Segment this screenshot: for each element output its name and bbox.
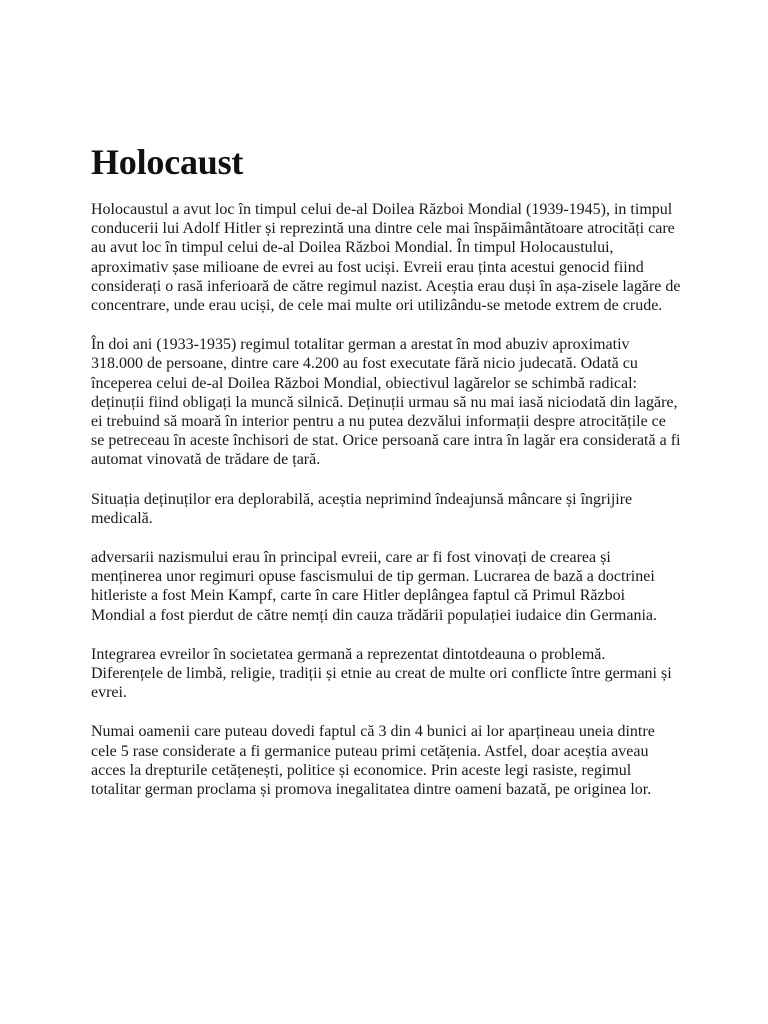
paragraph-intro: Holocaustul a avut loc în timpul celui de-al Doilea Război Mondial (1939-1945), in timpul conducerii lui Adolf Hitler și reprezintă una dintre cele mai înspăimântătoare atrocități care au avut loc în timpul celui de-al Doilea Război Mondial. În timpul Holocaustului, aproximativ șase milioane de evrei au fost uciși. Evreii erau ținta acestui genocid fiind considerați o rasă inferioară de către regimul nazist. Aceștia erau duși în așa-zisele lagăre de concentrare, unde erau uciși, de cele mai multe ori utilizându-se metode extrem de crude. bbox=[91, 201, 681, 315]
paragraph-adversaries: adversarii nazismului erau în principal evreii, care ar fi fost vinovați de crearea și menținerea unor regimuri opuse fascismului de tip german. Lucrarea de bază a doctrinei hitleriste a fost Mein Kampf, carte în care Hitler deplângea faptul că Primul Război Mondial a fost pierdut de către nemți din cauza trădării populației iudaice din Germania. bbox=[91, 549, 658, 624]
document-body bbox=[91, 138, 681, 819]
page-title: Holocaust bbox=[91, 142, 244, 182]
paragraph-integration: Integrarea evreilor în societatea germană a reprezentat dintotdeauna o problemă. Diferențele de limbă, religie, tradiții și etnie au creat de multe ori conflicte între germani și evrei. bbox=[91, 645, 672, 702]
paragraph-arrests: În doi ani (1933-1935) regimul totalitar german a arestat în mod abuziv aproximativ 318.000 de persoane, dintre care 4.200 au fost executate fără nicio judecată. Odată cu începerea celui de-al Doilea Război Mondial, obiectivul lagărelor se schimbă radical: deținuții fiind obligați la muncă silnică. Deținuții urmau să nu mai iasă niciodată din lagăre, ei trebuind să moară în interior pentru a nu putea dezvălui informații despre atrocitățile ce se petreceau în aceste închisori de stat. Orice persoană care intra în lagăr era considerată a fi automat vinovată de trădare de țară. bbox=[91, 336, 681, 469]
paragraph-conditions: Situația deținuților era deplorabilă, aceștia neprimind îndeajunsă mâncare și îngrijire medicală. bbox=[91, 490, 633, 527]
paragraph-citizenship: Numai oamenii care puteau dovedi faptul că 3 din 4 bunici ai lor aparțineau uneia dintre cele 5 rase considerate a fi germanice puteau primi cetățenia. Astfel, doar aceștia aveau acces la drepturile cetățenești, politice și economice. Prin aceste legi rasiste, regimul totalitar german proclama și promova inegalitatea dintre oameni bazată, pe originea lor. bbox=[91, 723, 655, 799]
